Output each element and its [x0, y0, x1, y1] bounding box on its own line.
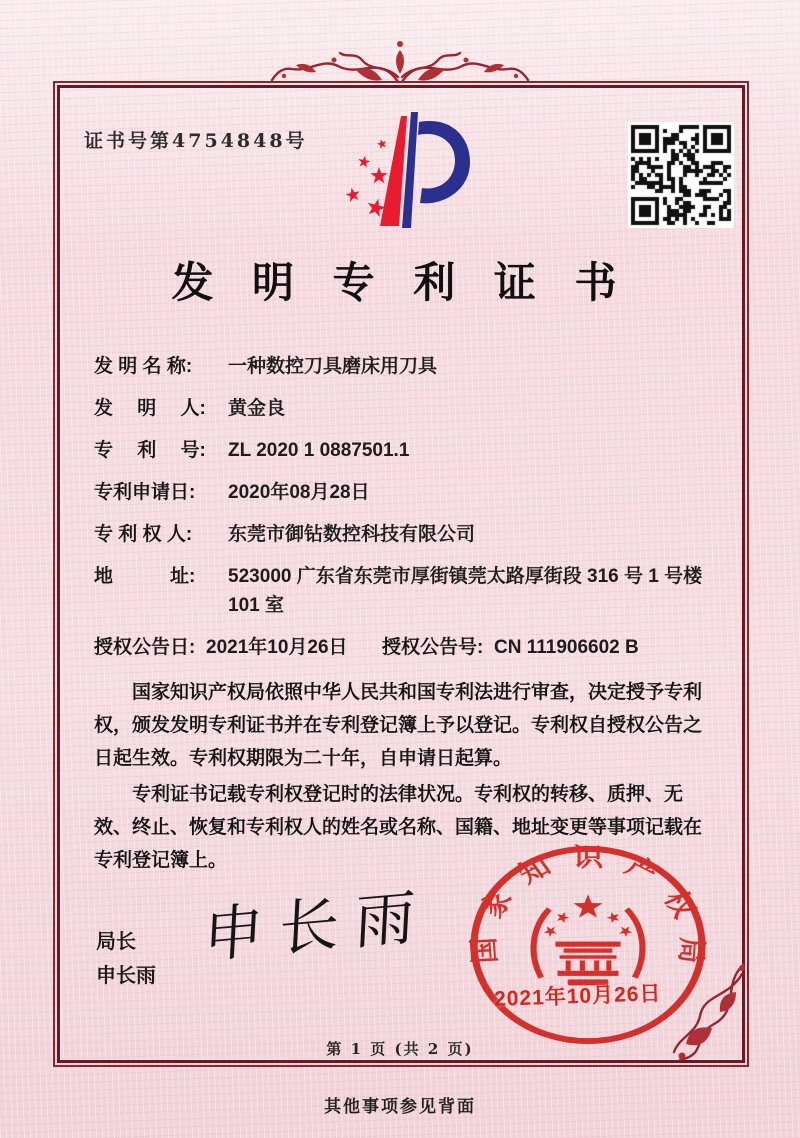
national-emblem-icon [534, 894, 643, 985]
field-label: 地 址: [94, 566, 196, 587]
field-row-filing-date [94, 478, 714, 507]
field-row-invention-name [94, 352, 714, 381]
qr-canvas [629, 123, 733, 227]
field-label: 专利申请日: [94, 482, 196, 503]
grant-number-label: 授权公告号: [382, 637, 484, 658]
field-row-address [94, 562, 714, 620]
field-value: 一种数控刀具磨床用刀具 [228, 356, 438, 377]
back-side-note: 其他事项参见背面 [324, 1097, 476, 1117]
grant-number-value: CN 111906602 B [494, 637, 639, 658]
field-row-inventor [94, 394, 714, 423]
page-indicator: 第 1 页 (共 2 页) [326, 1040, 474, 1058]
grant-date-value: 2021年10月26日 [206, 637, 348, 658]
legal-paragraph: 国家知识产权局依照中华人民共和国专利法进行审查，决定授予专利权，颁发发明专利证书并在专利登记簿上予以登记。专利权自授权公告之日起生效。专利权期限为二十年，自申请日起算。 [94, 681, 703, 769]
field-row-patent-number [94, 436, 714, 465]
certificate-number: 证书号第4754848号 [84, 130, 308, 152]
qr-code [628, 122, 734, 228]
certificate-title: 发 明 专 利 证 书 [171, 258, 629, 307]
field-label: 发 明 名 称: [94, 356, 193, 377]
field-value: 523000 广东省东莞市厚街镇莞太路厚街段 316 号 1 号楼 101 室 [228, 566, 703, 616]
grant-date-label: 授权公告日: [94, 637, 196, 658]
commissioner-autograph: 申长雨 [201, 881, 433, 972]
field-value: 东莞市御钻数控科技有限公司 [228, 524, 476, 545]
field-label: 专 利 权 人: [94, 524, 193, 545]
field-row-grant [94, 633, 714, 662]
seal-date: 2021年10月26日 [493, 982, 662, 1011]
certificate-body [94, 352, 714, 880]
commissioner-title: 局长 [96, 931, 136, 953]
cnipa-logo [322, 98, 480, 236]
top-flourish-ornament [268, 32, 532, 92]
field-value: ZL 2020 1 0887501.1 [228, 440, 410, 461]
legal-paragraph: 专利证书记载专利权登记时的法律状况。专利权的转移、质押、无效、终止、恢复和专利权人的姓名或名称、国籍、地址变更等事项记载在专利登记簿上。 [94, 783, 703, 871]
field-label: 专 利 号: [94, 440, 206, 461]
field-value: 2020年08月28日 [228, 482, 370, 503]
field-row-patentee [94, 520, 714, 549]
field-value: 黄金良 [228, 398, 286, 419]
commissioner-name: 申长雨 [96, 965, 156, 987]
field-label: 发 明 人: [94, 398, 206, 419]
seal-ring-text: 国家知识产权局 [466, 842, 710, 965]
